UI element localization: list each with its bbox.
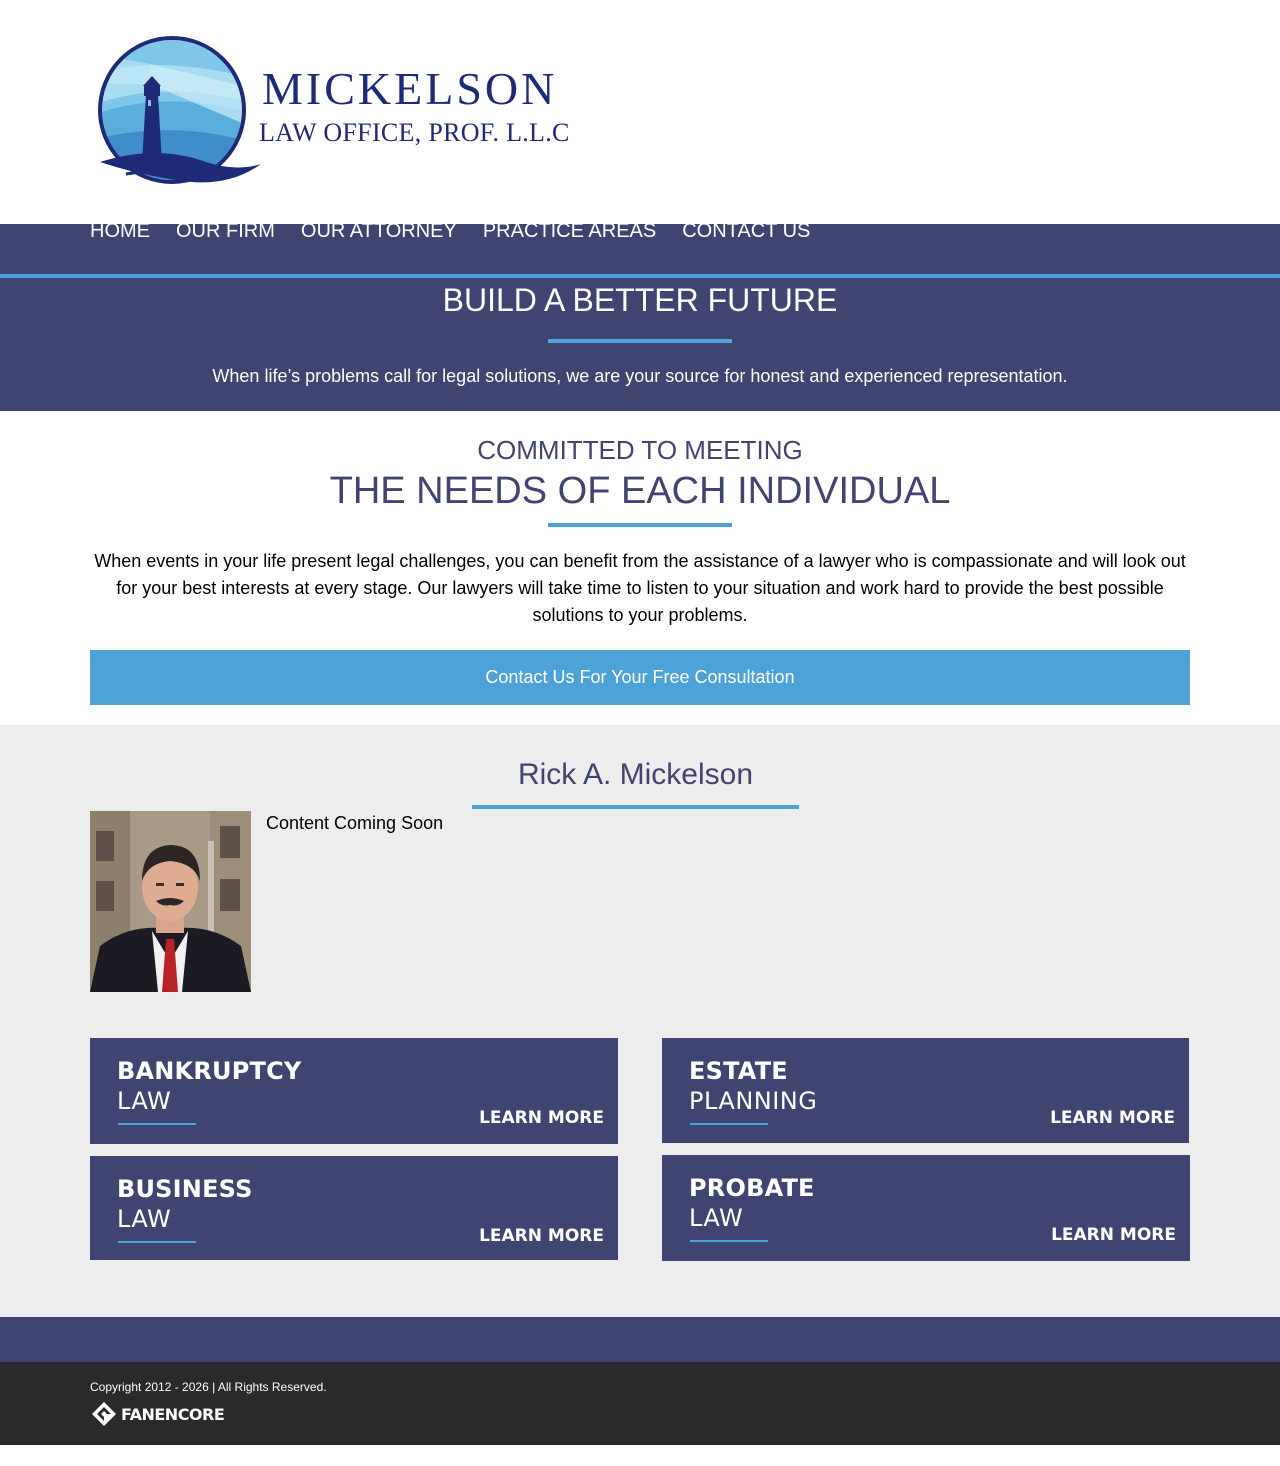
nav-item-practice-areas[interactable]: PRACTICE AREAS: [482, 220, 657, 242]
hero-text: When life’s problems call for legal solutions, we are your source for honest and experienced representation.: [212, 366, 1068, 386]
practice-card-title: ESTATE: [689, 1057, 788, 1085]
practice-card-divider: [118, 1123, 196, 1125]
practice-card-title: PROBATE: [689, 1174, 815, 1202]
practice-card-title: BANKRUPTCY: [117, 1057, 302, 1085]
practice-card-probate-law[interactable]: [662, 1155, 1190, 1261]
practice-card-divider: [690, 1240, 768, 1242]
fanencore-credit-link[interactable]: [91, 1401, 224, 1427]
copyright-text: Copyright 2012 - 2026 | All Rights Reserved.: [90, 1380, 327, 1394]
practice-card-subtitle: LAW: [689, 1204, 744, 1232]
fanencore-logo-icon: [91, 1401, 117, 1427]
learn-more-link[interactable]: LEARN MORE: [1050, 1108, 1175, 1128]
footer-band: [0, 1317, 1280, 1362]
nav-item-our-firm[interactable]: OUR FIRM: [176, 220, 275, 242]
hero-divider: [548, 339, 732, 343]
learn-more-link[interactable]: LEARN MORE: [479, 1226, 604, 1246]
practice-card-divider: [118, 1241, 196, 1243]
learn-more-link[interactable]: LEARN MORE: [1051, 1225, 1176, 1245]
practice-card-subtitle: PLANNING: [689, 1087, 818, 1115]
brand-subtitle: LAW OFFICE, PROF. L.L.C: [259, 118, 570, 147]
attorney-photo: [90, 811, 251, 992]
practice-card-divider: [690, 1123, 768, 1125]
nav-item-contact-us[interactable]: CONTACT US: [682, 220, 811, 242]
learn-more-link[interactable]: LEARN MORE: [479, 1108, 604, 1128]
section-heading-line2: THE NEEDS OF EACH INDIVIDUAL: [329, 470, 951, 512]
fanencore-label: FANENCORE: [121, 1404, 225, 1424]
section-divider: [548, 523, 732, 527]
section-heading-line1: COMMITTED TO MEETING: [477, 435, 803, 465]
practice-card-subtitle: LAW: [117, 1087, 172, 1115]
practice-card-subtitle: LAW: [117, 1205, 172, 1233]
free-consultation-button[interactable]: Contact Us For Your Free Consultation: [90, 650, 1190, 705]
attorney-divider: [472, 805, 799, 809]
site-header: [0, 0, 1280, 224]
brand-name: MICKELSON: [262, 63, 558, 114]
practice-card-estate-planning[interactable]: [662, 1038, 1189, 1143]
practice-card-title: BUSINESS: [117, 1175, 253, 1203]
main-nav: [90, 219, 836, 243]
attorney-name: Rick A. Mickelson: [517, 758, 754, 791]
practice-card-business-law[interactable]: [90, 1156, 618, 1260]
hero-title: BUILD A BETTER FUTURE: [442, 282, 838, 318]
section-paragraph: When events in your life present legal challenges, you can benefit from the assistance of a lawyer who is compassionate and will look out for your best interests at every stage. Our lawyers will take time to listen to your situation and work hard to provide the best possible solutions to your problems.: [94, 551, 1186, 625]
nav-item-home[interactable]: HOME: [90, 220, 150, 242]
practice-card-bankruptcy[interactable]: [90, 1038, 618, 1144]
attorney-bio: Content Coming Soon: [266, 813, 444, 833]
nav-item-our-attorney[interactable]: OUR ATTORNEY: [300, 220, 457, 242]
